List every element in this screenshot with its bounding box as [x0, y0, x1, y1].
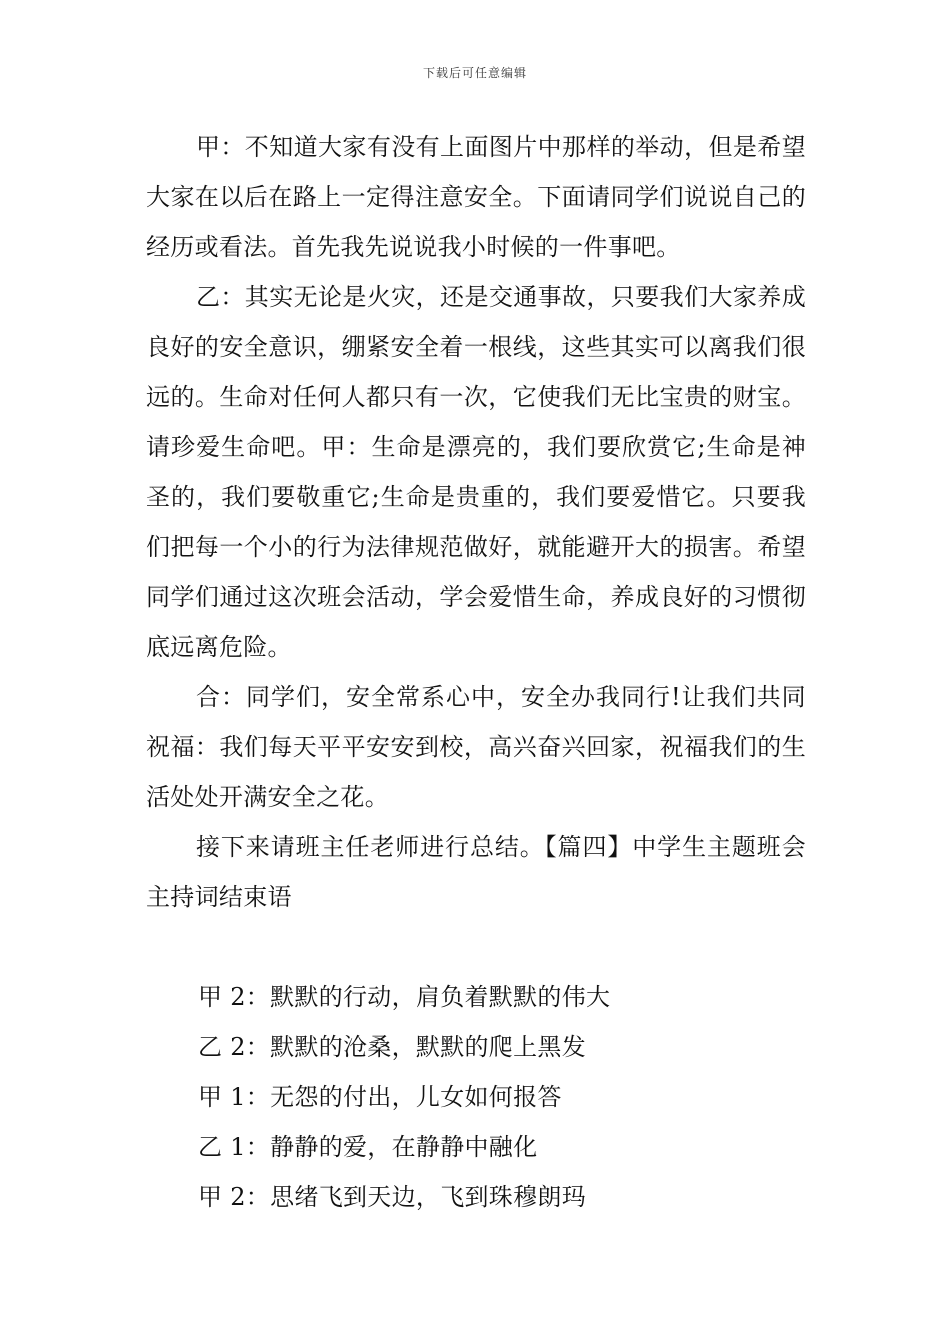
paragraph-jia-experience: 甲：不知道大家有没有上面图片中那样的举动，但是希望大家在以后在路上一定得注意安全。下面请同学们说说自己的经历或看法。首先我先说说我小时候的一件事吧。: [146, 133, 806, 261]
blank-line: [146, 922, 806, 972]
dialog-line: 甲 2：思绪飞到天边，飞到珠穆朗玛: [198, 1183, 586, 1211]
dialog-line: 甲 2：默默的行动，肩负着默默的伟大: [198, 983, 611, 1011]
paragraph-section-four-title: 接下来请班主任老师进行总结。【篇四】中学生主题班会主持词结束语: [146, 833, 806, 911]
page-header-note: 下载后可任意编辑: [422, 66, 527, 80]
dialog-line: 甲 1：无怨的付出，儿女如何报答: [198, 1083, 562, 1111]
document-body: [146, 122, 806, 1222]
paragraph-yi-safety-awareness: 乙：其实无论是火灾，还是交通事故，只要我们大家养成良好的安全意识，绷紧安全着一根线，这些其实可以离我们很远的。生命对任何人都只有一次，它使我们无比宝贵的财宝。请珍爱生命吧。甲：生命是漂亮的，我们要欣赏它;生命是神圣的，我们要敬重它;生命是贵重的，我们要爱惜它。只要我们把每一个小的行为法律规范做好，就能避开大的损害。希望同学们通过这次班会活动，学会爱惜生命，养成良好的习惯彻底远离危险。: [146, 283, 806, 661]
dialog-line: 乙 2：默默的沧桑，默默的爬上黑发: [198, 1033, 586, 1061]
dialog-line: 乙 1：静静的爱，在静静中融化: [198, 1133, 538, 1161]
paragraph-he-blessing: 合：同学们，安全常系心中，安全办我同行!让我们共同祝福：我们每天平平安安到校，高兴奋兴回家，祝福我们的生活处处开满安全之花。: [146, 683, 806, 811]
